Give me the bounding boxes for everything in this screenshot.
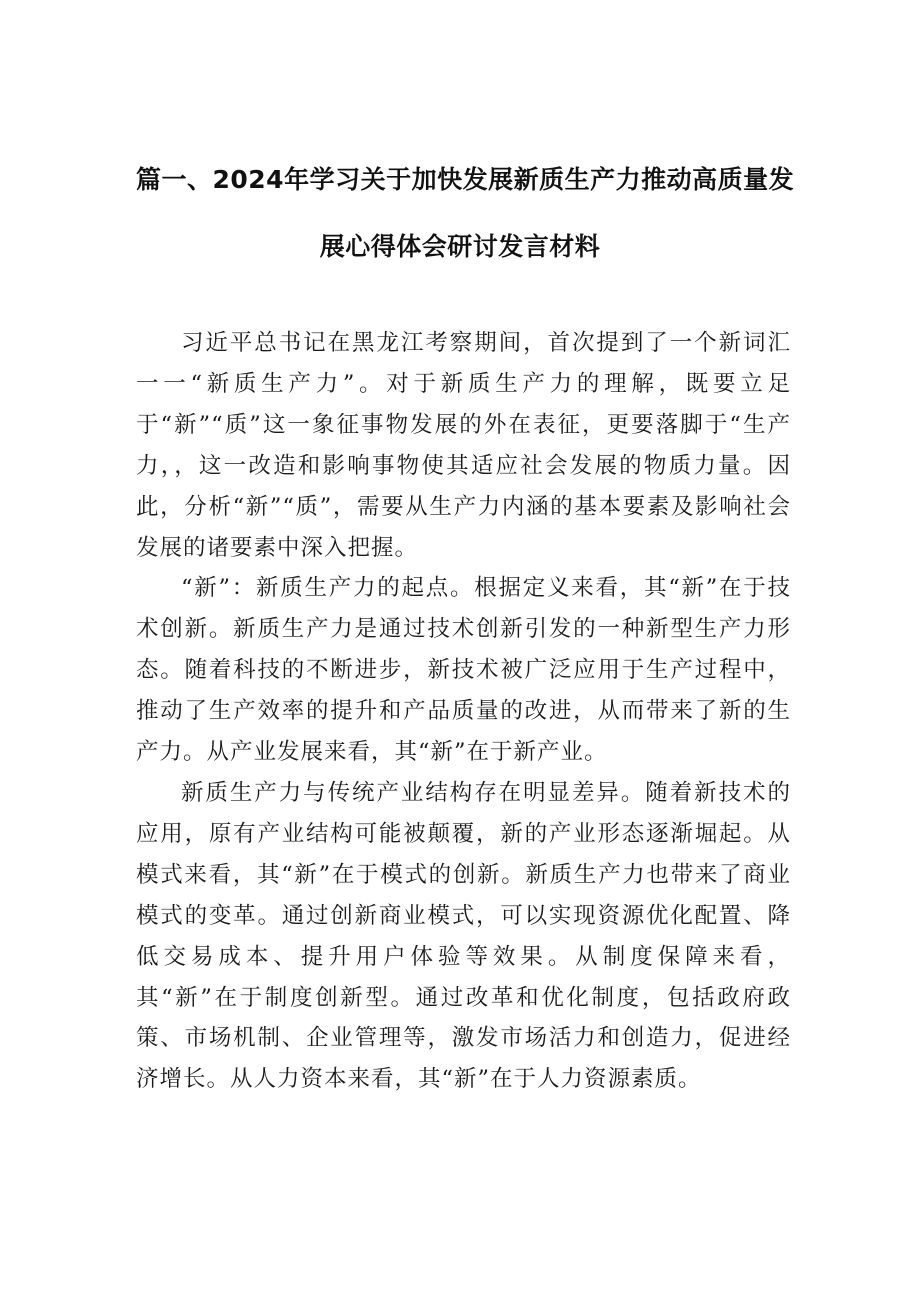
paragraph-3: 新质生产力与传统产业结构存在明显差异。随着新技术的应用，原有产业结构可能被颠覆，新的产业形态逐渐堀起。从模式来看，其“新”在于模式的创新。新质生产力也带来了商业模式的变革。通过创新商业模式，可以实现资源优化配置、降低交易成本、提升用户体验等效果。从制度保障来看，其“新”在于制度创新型。通过改革和优化制度，包括政府政策、市场机制、企业管理等，激发市场活力和创造力，促进经济增长。从人力资本来看，其“新”在于人力资源素质。 — [136, 779, 791, 1093]
paragraph-1: 习近平总书记在黑龙江考察期间，首次提到了一个新词汇一一“新质生产力”。对于新质生产力的理解，既要立足于“新”“质”这一象征事物发展的外在表征，更要落脚于“生产力，，这一改造和影响事物使其适应社会发展的物质力量。因此，分析“新”“质”，需要从生产力内涵的基本要素及影响社会发展的诸要素中深入把握。 — [136, 330, 791, 561]
paragraph-2: “新”：新质生产力的起点。根据定义来看，其“新”在于技术创新。新质生产力是通过技术创新引发的一种新型生产力形态。随着科技的不断进步，新技术被广泛应用于生产过程中，推动了生产效率的提升和产品质量的改进，从而带来了新的生产力。从产业发展来看，其“新”在于新产业。 — [136, 575, 791, 766]
document-body — [136, 323, 791, 1100]
document-title-line-2: 展心得体会研讨发言材料 — [319, 232, 601, 261]
document-title-line-1: 篇一、2024年学习关于加快发展新质生产力推动高质量发 — [136, 165, 795, 194]
